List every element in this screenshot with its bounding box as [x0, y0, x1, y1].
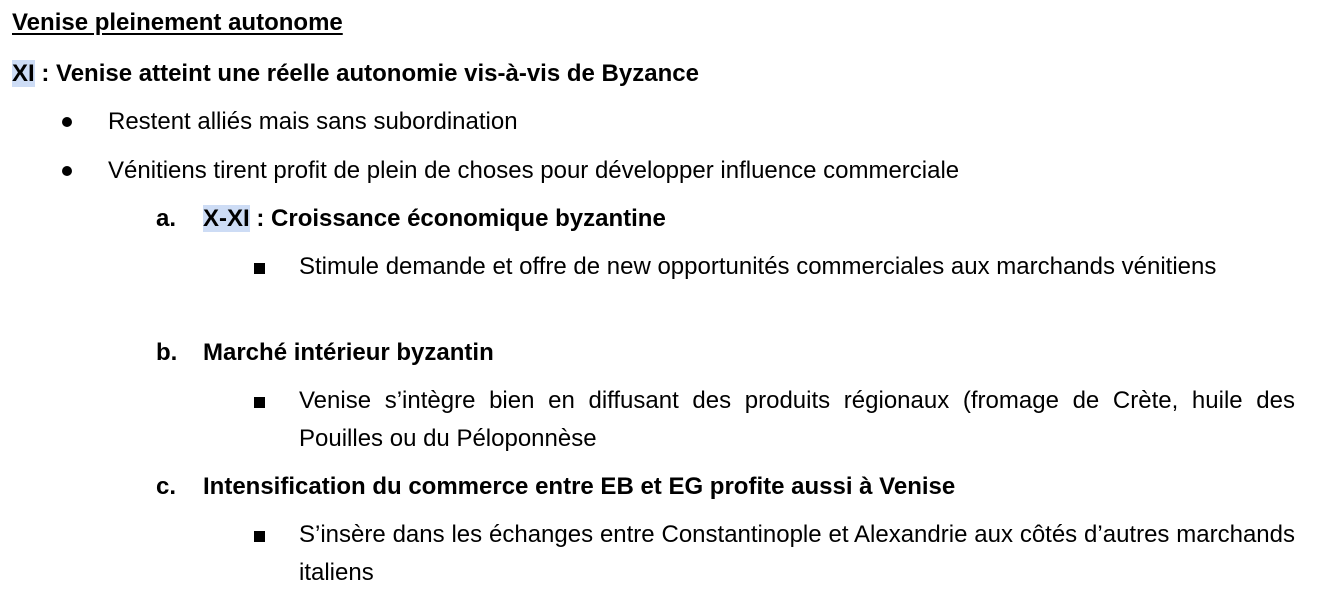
bullet-dot-icon	[62, 166, 72, 176]
section-heading	[12, 55, 699, 93]
list-marker: b.	[156, 339, 178, 366]
sub-item: S’insère dans les échanges entre Constantinople et Alexandrie aux côtés d’autres marchands italiens	[299, 521, 1295, 586]
bullet-dot-icon	[62, 117, 72, 127]
document-title: Venise pleinement autonome	[12, 9, 343, 36]
bullet-item: Restent alliés mais sans subordination	[108, 108, 518, 135]
sub-heading-text: : Croissance économique byzantine	[249, 205, 666, 232]
heading-text: : Venise atteint une réelle autonomie vis-à-vis de Byzance	[34, 60, 699, 87]
bullet-item: Vénitiens tirent profit de plein de choses pour développer influence commerciale	[108, 157, 960, 184]
sub-item: Venise s’intègre bien en diffusant des produits régionaux (fromage de Crète, huile des Pouilles ou du Péloponnèse	[299, 387, 1295, 452]
list-marker: a.	[156, 205, 177, 232]
square-bullet-icon	[254, 531, 265, 542]
square-bullet-icon	[254, 397, 265, 408]
sub-heading: Marché intérieur byzantin	[203, 339, 494, 366]
square-bullet-icon	[254, 263, 265, 274]
highlighted-text: X-XI	[203, 205, 250, 232]
sub-heading: Intensification du commerce entre EB et EG profite aussi à Venise	[203, 473, 956, 500]
list-marker: c.	[156, 473, 177, 500]
sub-item: Stimule demande et offre de new opportunités commerciales aux marchands vénitiens	[299, 253, 1217, 280]
sub-heading	[203, 200, 666, 238]
highlighted-text: XI	[12, 60, 35, 87]
